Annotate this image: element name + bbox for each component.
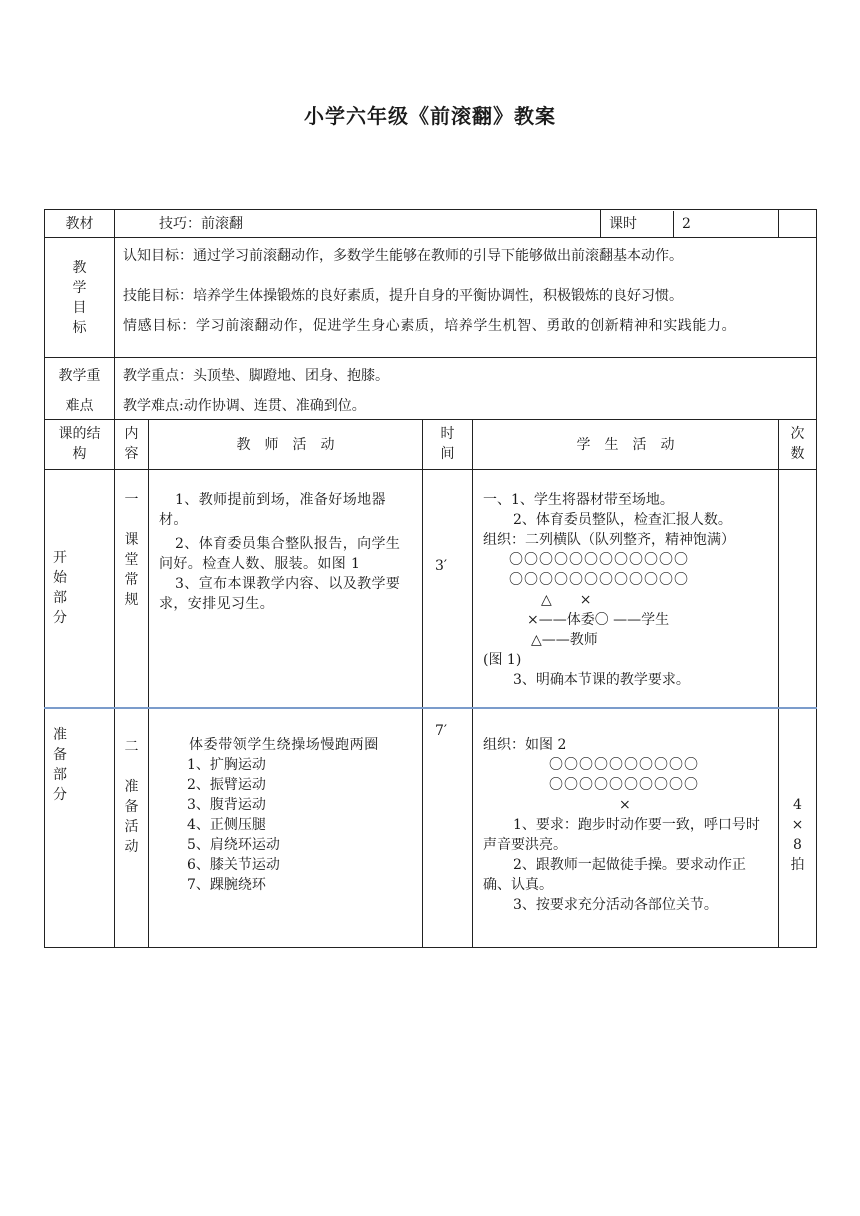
opening-part-label <box>45 470 115 708</box>
warmup-time: 7′ <box>423 708 473 948</box>
formation-row: 〇〇〇〇〇〇〇〇〇〇〇〇 <box>509 572 689 588</box>
figure-caption: (图 1) <box>483 652 522 668</box>
key-points-label <box>45 358 115 420</box>
content-char: 动 <box>124 838 139 855</box>
structure-header <box>45 420 115 470</box>
objectives-label-char: 教 <box>72 259 87 276</box>
lesson-plan-table <box>44 209 817 948</box>
structure-header-line: 构 <box>72 446 87 462</box>
objectives-label <box>45 238 115 358</box>
objectives-label-char: 学 <box>72 279 87 296</box>
part-label-char: 部 <box>53 590 67 607</box>
time-header-line: 间 <box>440 446 455 462</box>
teacher-activity-header: 教 师 活 动 <box>149 420 423 470</box>
exercise-item: 5、肩绕环运动 <box>187 836 280 853</box>
cognitive-objective: 认知目标：通过学习前滚翻动作，多数学生能够在教师的引导下能够做出前滚翻基本动作。 <box>123 248 683 264</box>
objectives-row <box>45 238 817 358</box>
time-header <box>423 420 473 470</box>
hours-value: 2 <box>682 215 691 232</box>
teacher-step: 3、宣布本课教学内容、以及教学要求，安排见习生。 <box>159 576 401 612</box>
formation-row: 〇〇〇〇〇〇〇〇〇〇 <box>549 776 699 793</box>
objectives-label-char: 标 <box>72 319 87 336</box>
student-line: 3、明确本节课的教学要求。 <box>513 672 690 688</box>
count-header-line: 次 <box>790 426 805 442</box>
emotional-objective: 情感目标：学习前滚翻动作，促进学生身心素质，培养学生机智、勇敢的创新精神和实践能力。 <box>123 318 737 334</box>
content-char: 备 <box>124 798 139 815</box>
activity-header-row <box>45 420 817 470</box>
section-number: 一 <box>124 492 139 508</box>
part-label-char: 部 <box>53 766 67 783</box>
formation-row: 〇〇〇〇〇〇〇〇〇〇 <box>549 756 699 773</box>
teaching-focus: 教学重点：头顶垫、脚蹬地、团身、抱膝。 <box>123 368 389 384</box>
objectives-label-char: 目 <box>72 299 87 316</box>
key-points-row <box>45 358 817 420</box>
teacher-intro: 体委带领学生绕操场慢跑两圈 <box>189 736 379 753</box>
student-line: 1、要求：跑步时动作要一致，呼口号时声音要洪亮。 <box>483 816 760 853</box>
warmup-student-activity <box>473 708 779 948</box>
warmup-section-row <box>45 708 817 948</box>
content-header-line: 内 <box>124 426 139 442</box>
key-points-content <box>115 358 817 420</box>
opening-content <box>115 470 149 708</box>
count-char: 4 <box>793 796 802 813</box>
warmup-teacher-activity <box>149 708 423 948</box>
count-char: 拍 <box>790 856 805 873</box>
structure-header-line: 课的结 <box>58 426 101 442</box>
content-char: 规 <box>124 592 139 608</box>
section-number: 二 <box>124 738 139 755</box>
material-value: 技巧：前滚翻 <box>115 210 601 238</box>
exercise-item: 3、腹背运动 <box>187 796 266 813</box>
count-char: 8 <box>793 836 802 853</box>
warmup-count <box>779 708 817 948</box>
part-label-char: 开 <box>53 550 67 567</box>
exercise-item: 7、踝腕绕环 <box>187 876 266 893</box>
opening-student-activity <box>473 470 779 708</box>
student-line: 3、按要求充分活动各部位关节。 <box>513 896 718 913</box>
student-line: 组织：二列横队（队列整齐，精神饱满） <box>483 532 735 548</box>
exercise-item: 4、正侧压腿 <box>187 816 266 833</box>
content-char: 活 <box>124 818 139 835</box>
count-header <box>779 420 817 470</box>
content-char: 堂 <box>124 552 139 568</box>
part-label-char: 始 <box>53 570 67 587</box>
student-line: 2、体育委员整队，检查汇报人数。 <box>513 512 732 528</box>
exercise-list <box>159 755 414 895</box>
exercise-item: 6、膝关节运动 <box>187 856 280 873</box>
part-label-char: 分 <box>53 610 67 627</box>
student-line: 一、1、学生将器材带至场地。 <box>483 492 674 508</box>
content-char: 常 <box>124 572 139 588</box>
opening-section-row <box>45 470 817 708</box>
objectives-content <box>115 238 817 358</box>
opening-teacher-activity <box>149 470 423 708</box>
page-title: 小学六年级《前滚翻》教案 <box>304 104 556 128</box>
teaching-difficulty: 教学难点:动作协调、连贯、准确到位。 <box>123 398 366 414</box>
content-header <box>115 420 149 470</box>
student-line: 组织：如图 2 <box>483 736 567 753</box>
student-line: 2、跟教师一起做徒手操。要求动作正确、认真。 <box>483 856 746 893</box>
opening-count <box>779 470 817 708</box>
key-points-label-line: 教学重 <box>58 368 101 384</box>
part-label-char: 备 <box>53 746 67 763</box>
formation-row: 〇〇〇〇〇〇〇〇〇〇〇〇 <box>509 552 689 568</box>
material-row <box>45 210 817 238</box>
exercise-item: 2、振臂运动 <box>187 776 266 793</box>
teacher-step: 1、教师提前到场，准备好场地器材。 <box>159 492 386 528</box>
teacher-marker: × <box>619 796 631 813</box>
hours-label: 课时 <box>601 211 674 237</box>
part-label-char: 准 <box>53 726 67 743</box>
formation-legend: △——教师 <box>531 632 598 648</box>
count-header-line: 数 <box>790 446 805 462</box>
opening-time: 3′ <box>423 470 473 708</box>
part-label-char: 分 <box>53 786 67 803</box>
formation-legend: ×——体委〇 ——学生 <box>527 612 670 628</box>
content-char: 课 <box>124 532 139 548</box>
warmup-part-label <box>45 708 115 948</box>
warmup-content <box>115 708 149 948</box>
key-points-label-line: 难点 <box>65 398 94 414</box>
count-char: × <box>791 816 804 833</box>
formation-legend: △ × <box>541 592 592 608</box>
teacher-step: 2、体育委员集合整队报告，向学生问好。检查人数、服装。如图 1 <box>159 536 401 572</box>
content-char: 准 <box>124 778 139 795</box>
exercise-item: 1、扩胸运动 <box>187 756 266 773</box>
student-activity-header: 学 生 活 动 <box>473 420 779 470</box>
material-label: 教材 <box>45 210 115 238</box>
content-header-line: 容 <box>124 446 139 462</box>
time-header-line: 时 <box>440 426 455 442</box>
skill-objective: 技能目标：培养学生体操锻炼的良好素质，提升自身的平衡协调性，积极锻炼的良好习惯。 <box>123 288 683 304</box>
